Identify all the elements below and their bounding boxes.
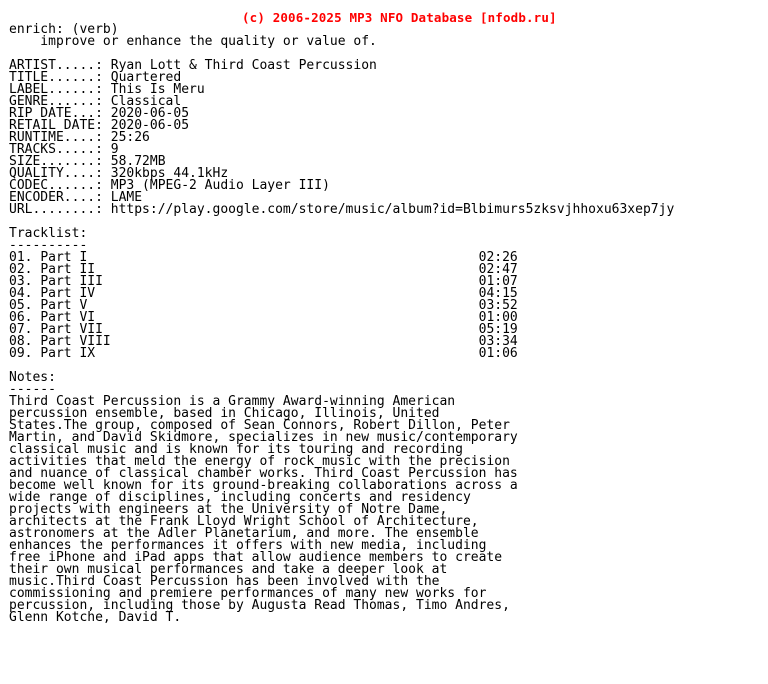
track-time: 05:19 (478, 322, 518, 337)
track-time: 04:15 (478, 286, 518, 301)
track-number: 09. (9, 346, 33, 361)
tracklist-heading: Tracklist: (9, 226, 88, 241)
info-value-runtime: 25:26 (110, 130, 150, 145)
track-number: 07. (9, 322, 33, 337)
track-time: 03:34 (478, 334, 518, 349)
notes-line: projects with engineers at the University of Notre Dame, (9, 502, 448, 517)
info-value-genre: Classical (110, 94, 182, 109)
tracklist-underline: ---------- (9, 238, 88, 253)
notes-line: become well known for its ground-breaking collaborations across a (9, 478, 518, 493)
info-label-codec: CODEC......: (9, 178, 103, 193)
track-time: 02:47 (478, 262, 518, 277)
notes-line: States.The group, composed of Sean Connors, Robert Dillon, Peter (9, 418, 510, 433)
info-label-retail-date: RETAIL DATE: (9, 118, 103, 133)
notes-line: Martin, and David Skidmore, specializes in new music/contemporary (9, 430, 518, 445)
track-time: 03:52 (478, 298, 518, 313)
definition-meaning: improve or enhance the quality or value of. (9, 34, 377, 49)
info-label-quality: QUALITY....: (9, 166, 103, 181)
notes-line: percussion, including those by Augusta Read Thomas, Timo Andres, (9, 598, 510, 613)
notes-line: music.Third Coast Percussion has been involved with the (9, 574, 440, 589)
notes-underline: ------ (9, 382, 56, 397)
track-title: Part III (40, 274, 103, 289)
notes-line: free iPhone and iPad apps that allow audience members to create (9, 550, 503, 565)
notes-line: wide range of disciplines, including concerts and residency (9, 490, 471, 505)
info-value-tracks: 9 (110, 142, 119, 157)
notes-line: Third Coast Percussion is a Grammy Award-winning American (9, 394, 456, 409)
info-value-codec: MP3 (MPEG-2 Audio Layer III) (110, 178, 330, 193)
track-number: 08. (9, 334, 33, 349)
track-number: 05. (9, 298, 33, 313)
copyright-link[interactable]: (c) 2006-2025 MP3 NFO Database [nfodb.ru] (242, 10, 557, 25)
notes-heading: Notes: (9, 370, 56, 385)
definition-term: enrich: (verb) (9, 22, 119, 37)
track-number: 01. (9, 250, 33, 265)
track-time: 01:06 (478, 346, 518, 361)
notes-line: astronomers at the Adler Planetarium, and more. The ensemble (9, 526, 479, 541)
site-header (0, 0, 768, 25)
track-title: Part I (40, 250, 88, 265)
info-label-artist: ARTIST.....: (9, 58, 103, 73)
track-title: Part VII (40, 322, 103, 337)
track-title: Part V (40, 298, 88, 313)
info-block (9, 58, 674, 217)
notes-line: percussion ensemble, based in Chicago, Illinois, United (9, 406, 440, 421)
info-label-encoder: ENCODER....: (9, 190, 103, 205)
track-row (9, 346, 518, 361)
notes-line: classical music and is known for its touring and recording (9, 442, 463, 457)
info-label-label: LABEL......: (9, 82, 103, 97)
info-value-url[interactable]: https://play.google.com/store/music/album?id=Blbimurs5zksvjhhoxu63xep7jy (110, 202, 675, 217)
info-label-url: URL........: (9, 202, 103, 217)
track-title: Part IX (40, 346, 96, 361)
info-value-encoder: LAME (110, 190, 143, 205)
track-number: 02. (9, 262, 33, 277)
info-label-genre: GENRE......: (9, 94, 103, 109)
notes-line: and nuance of classical chamber works. Third Coast Percussion has (9, 466, 518, 481)
info-label-runtime: RUNTIME....: (9, 130, 103, 145)
info-label-rip-date: RIP DATE...: (9, 106, 103, 121)
info-label-tracks: TRACKS.....: (9, 142, 103, 157)
notes-line: architects at the Frank Lloyd Wright School of Architecture, (9, 514, 479, 529)
nfo-text (9, 24, 674, 624)
notes-line: Glenn Kotche, David T. (9, 610, 182, 625)
info-value-size: 58.72MB (110, 154, 166, 169)
track-time: 01:00 (478, 310, 518, 325)
track-time: 02:26 (478, 250, 518, 265)
info-label-size: SIZE.......: (9, 154, 103, 169)
notes-line: enhances the performances it offers with new media, including (9, 538, 487, 553)
track-title: Part VI (40, 310, 96, 325)
info-value-artist: Ryan Lott & Third Coast Percussion (110, 58, 377, 73)
track-number: 06. (9, 310, 33, 325)
info-value-label: This Is Meru (110, 82, 205, 97)
track-time: 01:07 (478, 274, 518, 289)
notes-body (9, 394, 518, 625)
info-label-title: TITLE......: (9, 70, 103, 85)
notes-line: their own musical performances and take a deeper look at (9, 562, 448, 577)
notes-line: commissioning and premiere performances of many new works for (9, 586, 487, 601)
info-value-title: Quartered (110, 70, 182, 85)
info-value-retail-date: 2020-06-05 (110, 118, 190, 133)
track-title: Part II (40, 262, 96, 277)
track-title: Part VIII (40, 334, 111, 349)
tracklist (9, 250, 518, 361)
track-number: 03. (9, 274, 33, 289)
info-value-quality: 320kbps 44.1kHz (110, 166, 229, 181)
info-value-rip-date: 2020-06-05 (110, 106, 190, 121)
track-title: Part IV (40, 286, 96, 301)
notes-line: activities that meld the energy of rock music with the precision (9, 454, 510, 469)
track-number: 04. (9, 286, 33, 301)
